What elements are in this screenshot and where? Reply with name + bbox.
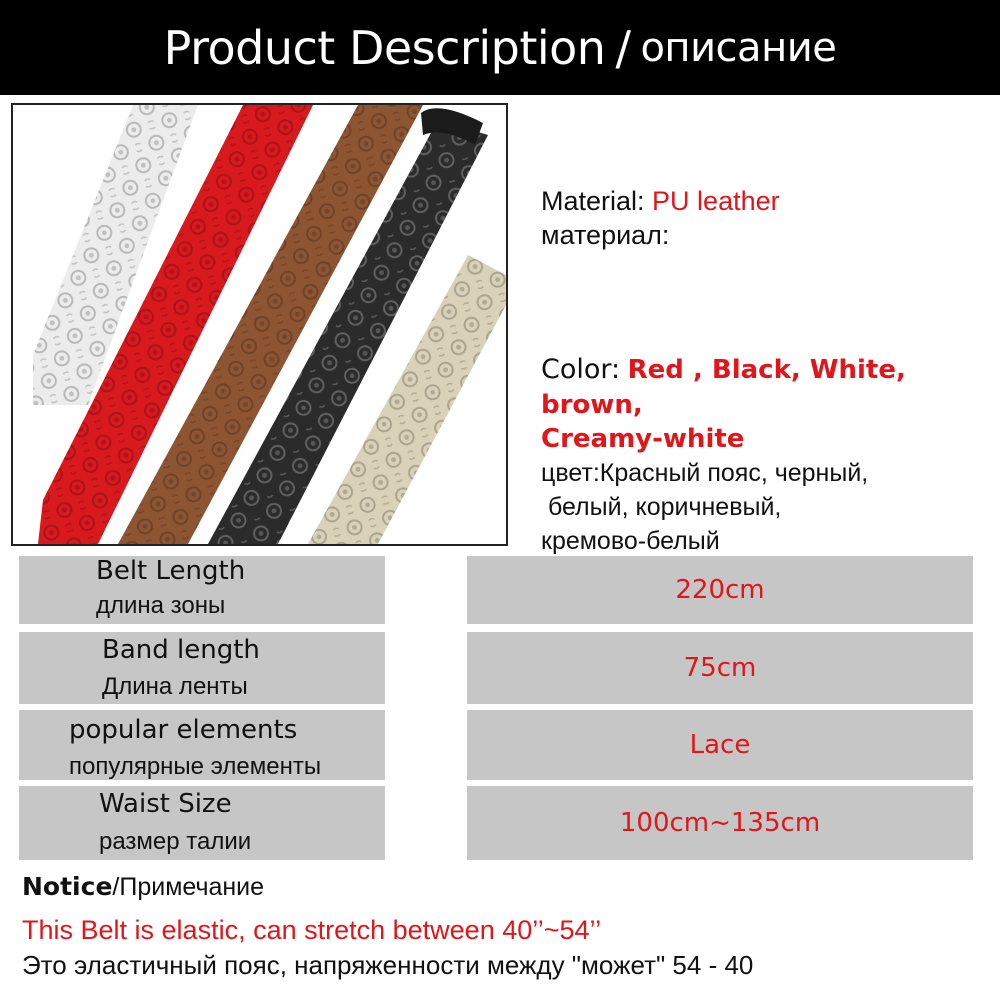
spec-value-belt-length — [467, 556, 973, 624]
spec-value-popular-elements — [467, 710, 973, 780]
notice-label-ru: /Примечание — [112, 873, 265, 901]
spec-label-en: Belt Length — [96, 556, 246, 586]
spec-value: 100cm~135cm — [619, 808, 821, 838]
notice-line-ru: Это эластичный пояс, напряженности между "может" 54 - 40 — [22, 950, 754, 980]
spec-label-en: Waist Size — [99, 789, 232, 819]
spec-label-en: popular elements — [69, 715, 298, 745]
belts-illustration — [13, 105, 506, 544]
spec-label-band-length — [19, 632, 385, 704]
title-ru: описание — [640, 24, 837, 71]
spec-label-ru: размер талии — [99, 828, 252, 855]
spec-value: 220cm — [675, 575, 765, 605]
spec-value-band-length — [467, 632, 973, 704]
notice-label: Notice — [22, 872, 113, 901]
spec-label-ru: Длина ленты — [102, 673, 248, 700]
spec-label-en: Band length — [102, 635, 260, 665]
spec-label-belt-length — [19, 556, 385, 624]
spec-label-ru: длина зоны — [96, 592, 226, 619]
color-values-line2: Creamy-white — [541, 424, 745, 454]
header-banner — [0, 0, 1000, 95]
notice-line-en: This Belt is elastic, can stretch between 40’’~54’’ — [22, 915, 602, 945]
spec-value: Lace — [689, 730, 751, 760]
material-label-ru: материал: — [541, 220, 670, 250]
title-en: Product Description — [163, 20, 606, 75]
spec-label-popular-elements — [19, 710, 385, 780]
material-value: PU leather — [652, 186, 780, 216]
notice-heading — [22, 872, 264, 902]
color-ru-line3: кремово-белый — [541, 527, 720, 555]
title-separator: / — [615, 20, 631, 75]
color-ru-line2: белый, коричневый, — [541, 493, 782, 521]
color-values-line1: Red , Black, White, brown, — [541, 355, 906, 420]
spec-label-ru: популярные элементы — [69, 753, 322, 780]
spec-value: 75cm — [683, 653, 757, 683]
material-label: Material: — [541, 186, 645, 216]
product-photo — [11, 103, 508, 546]
color-label: Color: — [541, 354, 621, 385]
spec-value-waist-size — [467, 786, 973, 860]
material-block — [541, 184, 780, 252]
color-block — [541, 352, 996, 558]
color-ru-line1: цвет:Красный пояс, черный, — [541, 459, 869, 487]
spec-label-waist-size — [19, 786, 385, 860]
